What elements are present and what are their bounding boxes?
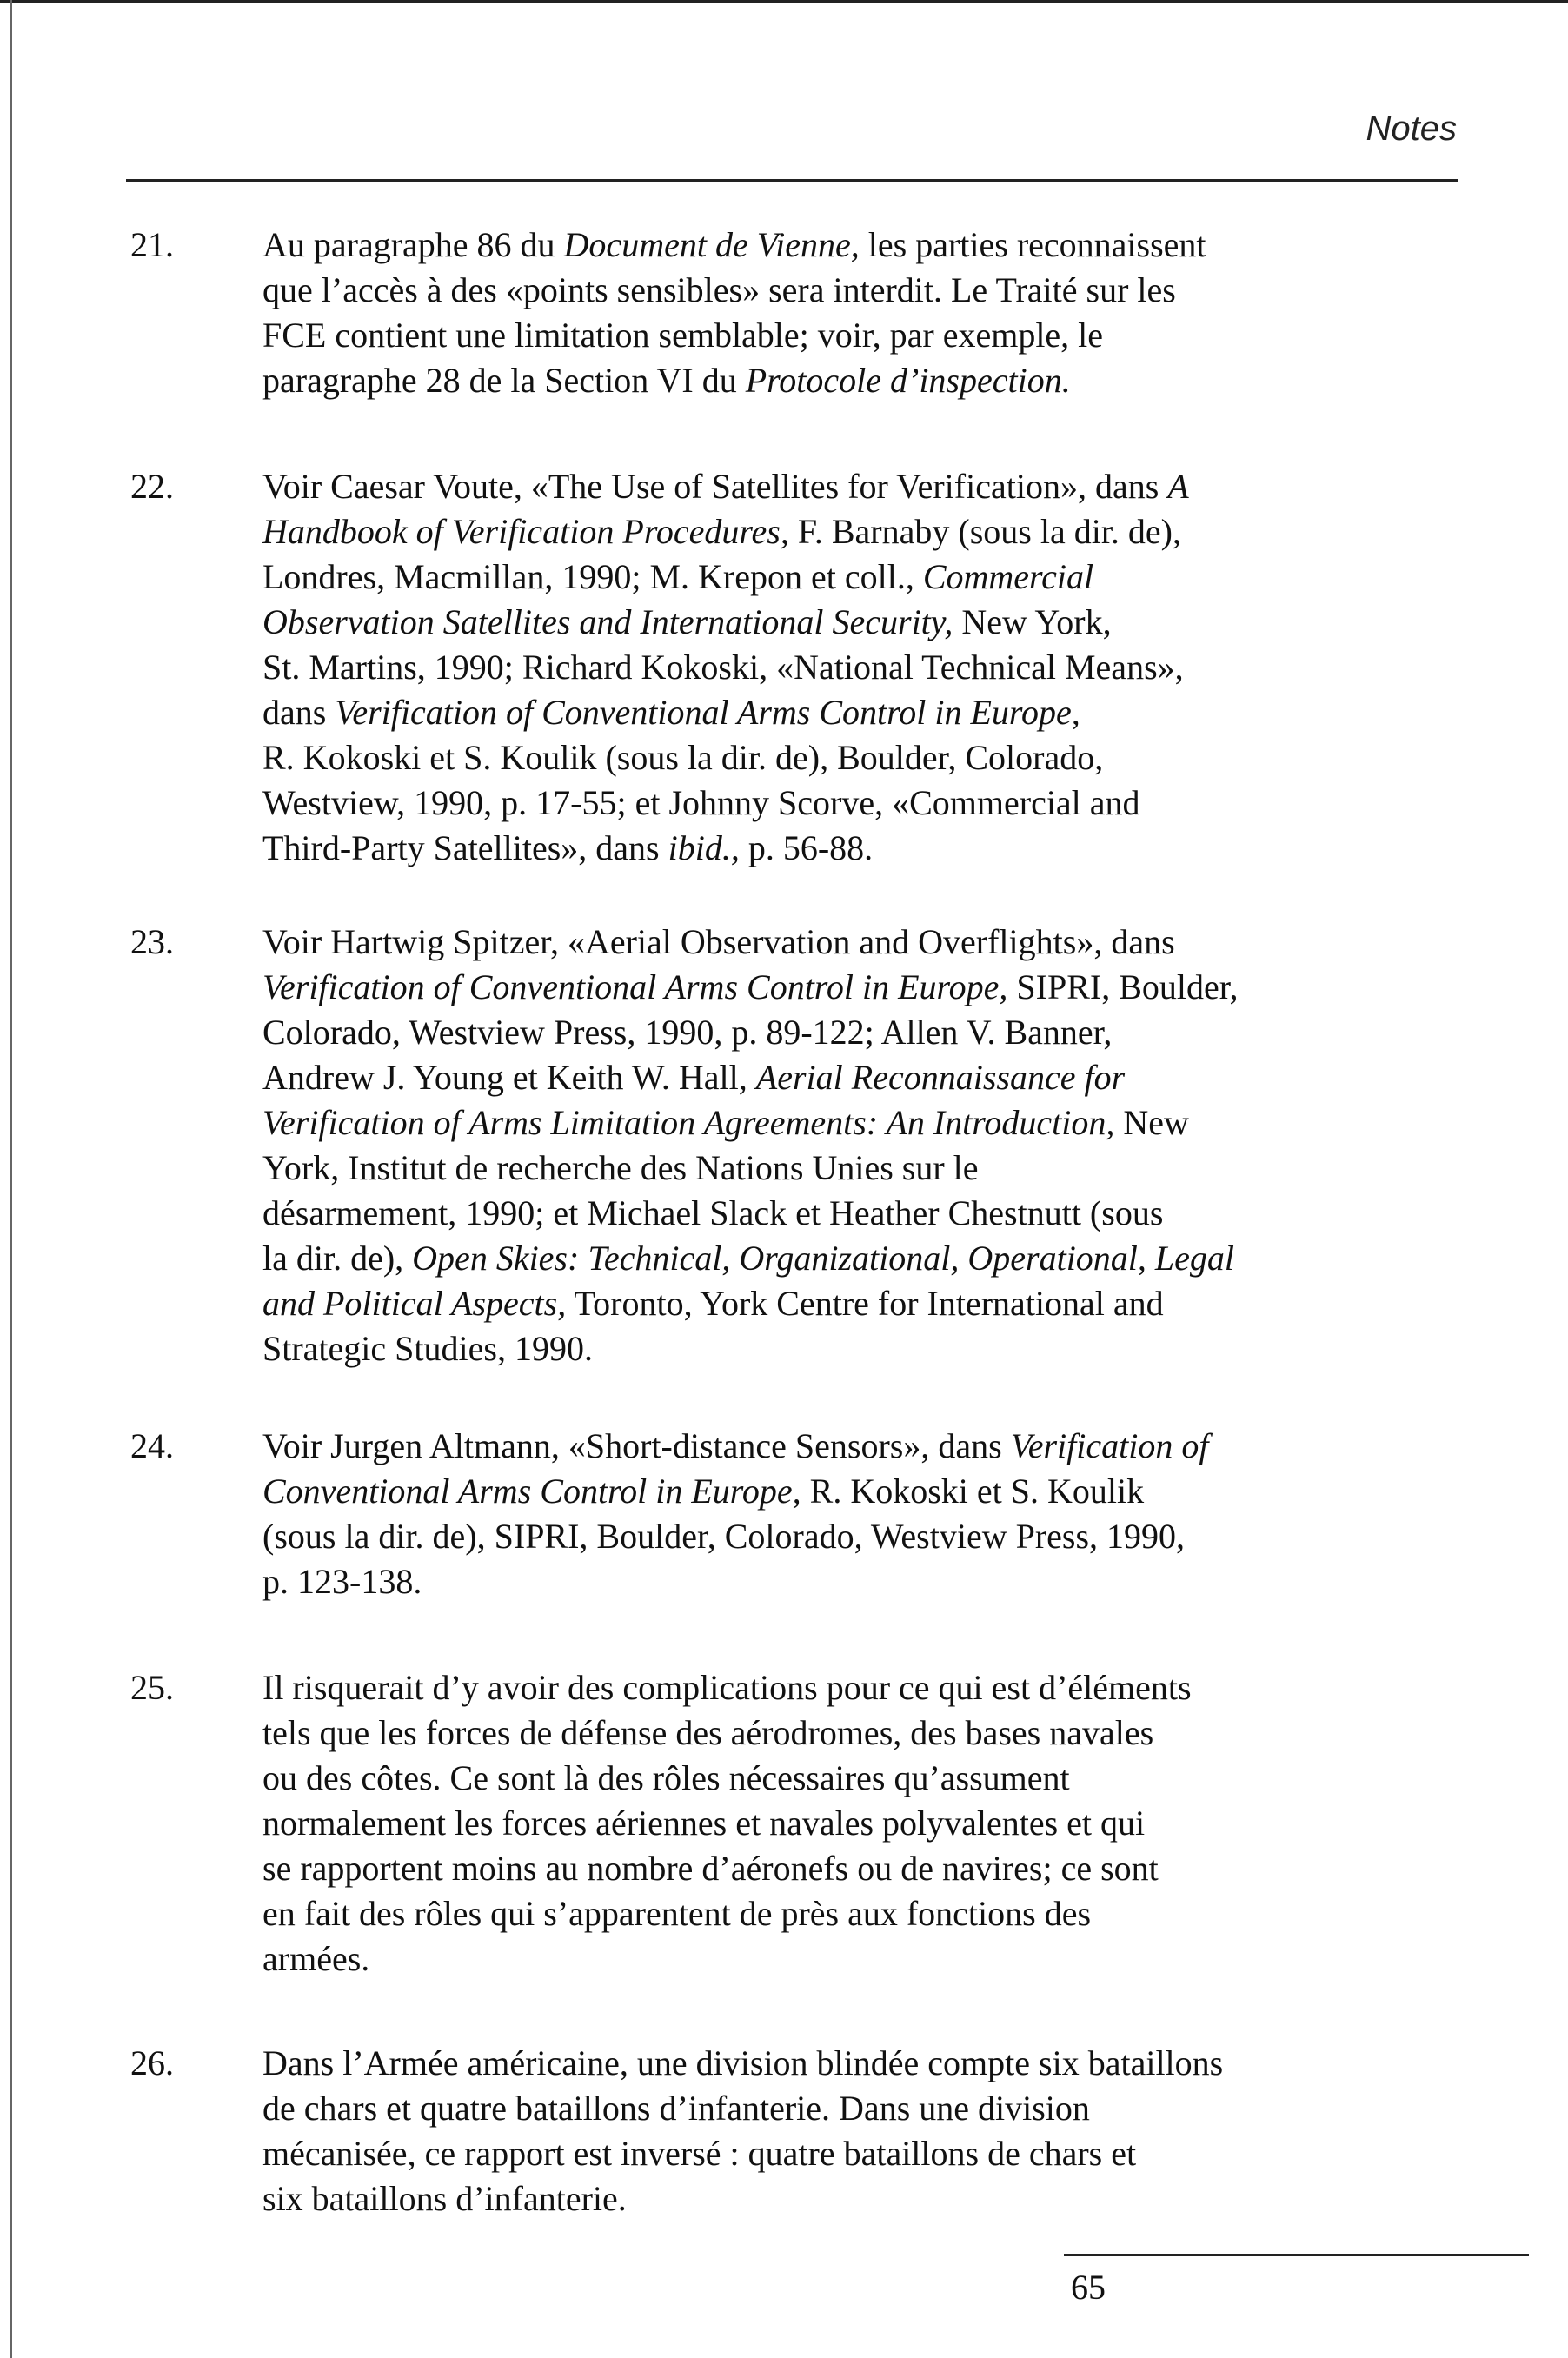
text-run: R. Kokoski et S. Koulik (sous la dir. de), Boulder, Colorado, xyxy=(262,738,1104,777)
note-line xyxy=(262,1236,1523,1281)
note-line xyxy=(262,2086,1523,2131)
italic-text: Conventional Arms Control in Europe, xyxy=(262,1471,801,1511)
note-line xyxy=(262,555,1523,600)
text-run: St. Martins, 1990; Richard Kokoski, «National Technical Means», xyxy=(262,648,1184,687)
note-line xyxy=(262,1846,1523,1891)
text-run: p. 56-88. xyxy=(739,828,874,867)
text-run: se rapportent moins au nombre d’aéronefs ou de navires; ce sont xyxy=(262,1849,1159,1888)
note-line xyxy=(262,358,1523,403)
text-run: de chars et quatre bataillons d’infanterie. Dans une division xyxy=(262,2089,1090,2128)
note-number: 24. xyxy=(130,1426,174,1465)
note-line xyxy=(262,268,1523,313)
italic-text: Aerial Reconnaissance for xyxy=(755,1058,1126,1097)
text-run: Strategic Studies, 1990. xyxy=(262,1329,593,1368)
note-line xyxy=(262,223,1523,268)
note-line xyxy=(262,464,1523,509)
note-line xyxy=(262,1100,1523,1146)
italic-text: Verification of Arms Limitation Agreements: An Introduction, xyxy=(262,1103,1115,1142)
text-run: Londres, Macmillan, 1990; M. Krepon et coll., xyxy=(262,557,923,596)
note-number: 25. xyxy=(130,1668,174,1707)
running-head: Notes xyxy=(1365,110,1457,148)
note-line xyxy=(262,1514,1523,1559)
note-line xyxy=(262,1801,1523,1846)
note-number: 26. xyxy=(130,2043,174,2082)
note-text xyxy=(262,1424,1523,1604)
text-run: Dans l’Armée américaine, une division blindée compte six bataillons xyxy=(262,2043,1224,2082)
note-line xyxy=(262,826,1523,871)
text-run: ou des côtes. Ce sont là des rôles nécessaires qu’assument xyxy=(262,1758,1070,1797)
note-line xyxy=(262,1469,1523,1514)
note-line xyxy=(262,1710,1523,1756)
left-border-rule xyxy=(10,0,12,2358)
text-run: six bataillons d’infanterie. xyxy=(262,2179,627,2218)
text-run: Il risquerait d’y avoir des complications pour ce qui est d’éléments xyxy=(262,1668,1192,1707)
text-run: Voir Caesar Voute, «The Use of Satellites for Verification», dans xyxy=(262,467,1168,506)
text-run: p. 123-138. xyxy=(262,1562,422,1601)
text-run: Andrew J. Young et Keith W. Hall, xyxy=(262,1058,756,1097)
note-text xyxy=(262,464,1523,871)
italic-text: Document de Vienne, xyxy=(563,225,860,264)
note-line xyxy=(262,965,1523,1010)
text-run: Voir Jurgen Altmann, «Short-distance Sensors», dans xyxy=(262,1426,1011,1465)
note-line xyxy=(262,1326,1523,1372)
note-line xyxy=(262,1191,1523,1236)
note-number: 22. xyxy=(130,467,174,506)
footer-rule xyxy=(1064,2254,1529,2256)
text-run: les parties reconnaissent xyxy=(859,225,1206,264)
text-run: (sous la dir. de), SIPRI, Boulder, Colorado, Westview Press, 1990, xyxy=(262,1517,1186,1556)
text-run: New xyxy=(1114,1103,1189,1142)
note-number: 21. xyxy=(130,225,174,264)
note-line xyxy=(262,920,1523,965)
italic-text: Verification of Conventional Arms Control in Europe, xyxy=(262,967,1008,1006)
header-rule xyxy=(126,179,1458,182)
italic-text: Verification of xyxy=(1010,1426,1209,1465)
text-run: tels que les forces de défense des aérodromes, des bases navales xyxy=(262,1713,1154,1752)
italic-text: A xyxy=(1167,467,1189,506)
note-line xyxy=(262,1756,1523,1801)
italic-text: and Political Aspects, xyxy=(262,1284,567,1323)
italic-text: Protocole d’inspection. xyxy=(745,361,1071,400)
text-run: en fait des rôles qui s’apparentent de près aux fonctions des xyxy=(262,1894,1092,1933)
text-run: R. Kokoski et S. Koulik xyxy=(801,1471,1145,1511)
page-number: 65 xyxy=(1071,2268,1106,2307)
note-text xyxy=(262,1665,1523,1982)
note-line xyxy=(262,735,1523,780)
note-text xyxy=(262,2041,1523,2222)
note-line xyxy=(262,1281,1523,1326)
note-line xyxy=(262,1424,1523,1469)
text-run: normalement les forces aériennes et navales polyvalentes et qui xyxy=(262,1803,1146,1843)
italic-text: Commercial xyxy=(922,557,1094,596)
note-line xyxy=(262,313,1523,358)
text-run: dans xyxy=(262,693,336,732)
note-line xyxy=(262,2176,1523,2222)
text-run: FCE contient une limitation semblable; voir, par exemple, le xyxy=(262,316,1104,355)
text-run: Voir Hartwig Spitzer, «Aerial Observation and Overflights», dans xyxy=(262,922,1175,961)
note-line xyxy=(262,1936,1523,1982)
italic-text: Handbook of Verification Procedures, xyxy=(262,512,789,551)
text-run: Colorado, Westview Press, 1990, p. 89-122; Allen V. Banner, xyxy=(262,1013,1113,1052)
text-run: mécanisée, ce rapport est inversé : quatre bataillons de chars et xyxy=(262,2134,1137,2173)
italic-text: Verification of Conventional Arms Control in Europe, xyxy=(335,693,1080,732)
note-line xyxy=(262,1055,1523,1100)
italic-text: ibid., xyxy=(668,828,740,867)
note-line xyxy=(262,1146,1523,1191)
note-text xyxy=(262,920,1523,1372)
note-text xyxy=(262,223,1523,403)
text-run: paragraphe 28 de la Section VI du xyxy=(262,361,746,400)
italic-text: Observation Satellites and International Security, xyxy=(262,602,953,641)
note-line xyxy=(262,780,1523,826)
note-line xyxy=(262,1010,1523,1055)
top-border-rule xyxy=(0,0,1568,3)
text-run: York, Institut de recherche des Nations Unies sur le xyxy=(262,1148,979,1187)
text-run: Toronto, York Centre for International and xyxy=(566,1284,1164,1323)
note-line xyxy=(262,1665,1523,1710)
note-line xyxy=(262,2041,1523,2086)
text-run: SIPRI, Boulder, xyxy=(1007,967,1239,1006)
note-line xyxy=(262,1559,1523,1604)
note-line xyxy=(262,645,1523,690)
text-run: Westview, 1990, p. 17-55; et Johnny Scorve, «Commercial and xyxy=(262,783,1140,822)
text-run: désarmement, 1990; et Michael Slack et Heather Chestnutt (sous xyxy=(262,1193,1164,1232)
text-run: que l’accès à des «points sensibles» sera interdit. Le Traité sur les xyxy=(262,270,1176,309)
text-run: Third-Party Satellites», dans xyxy=(262,828,668,867)
text-run: F. Barnaby (sous la dir. de), xyxy=(788,512,1181,551)
text-run: la dir. de), xyxy=(262,1239,413,1278)
note-line xyxy=(262,2131,1523,2176)
note-line xyxy=(262,690,1523,735)
italic-text: Open Skies: Technical, Organizational, Operational, Legal xyxy=(412,1239,1235,1278)
note-line xyxy=(262,600,1523,645)
note-number: 23. xyxy=(130,922,174,961)
note-line xyxy=(262,1891,1523,1936)
text-run: armées. xyxy=(262,1939,370,1978)
text-run: Au paragraphe 86 du xyxy=(262,225,564,264)
text-run: New York, xyxy=(953,602,1112,641)
note-line xyxy=(262,509,1523,555)
